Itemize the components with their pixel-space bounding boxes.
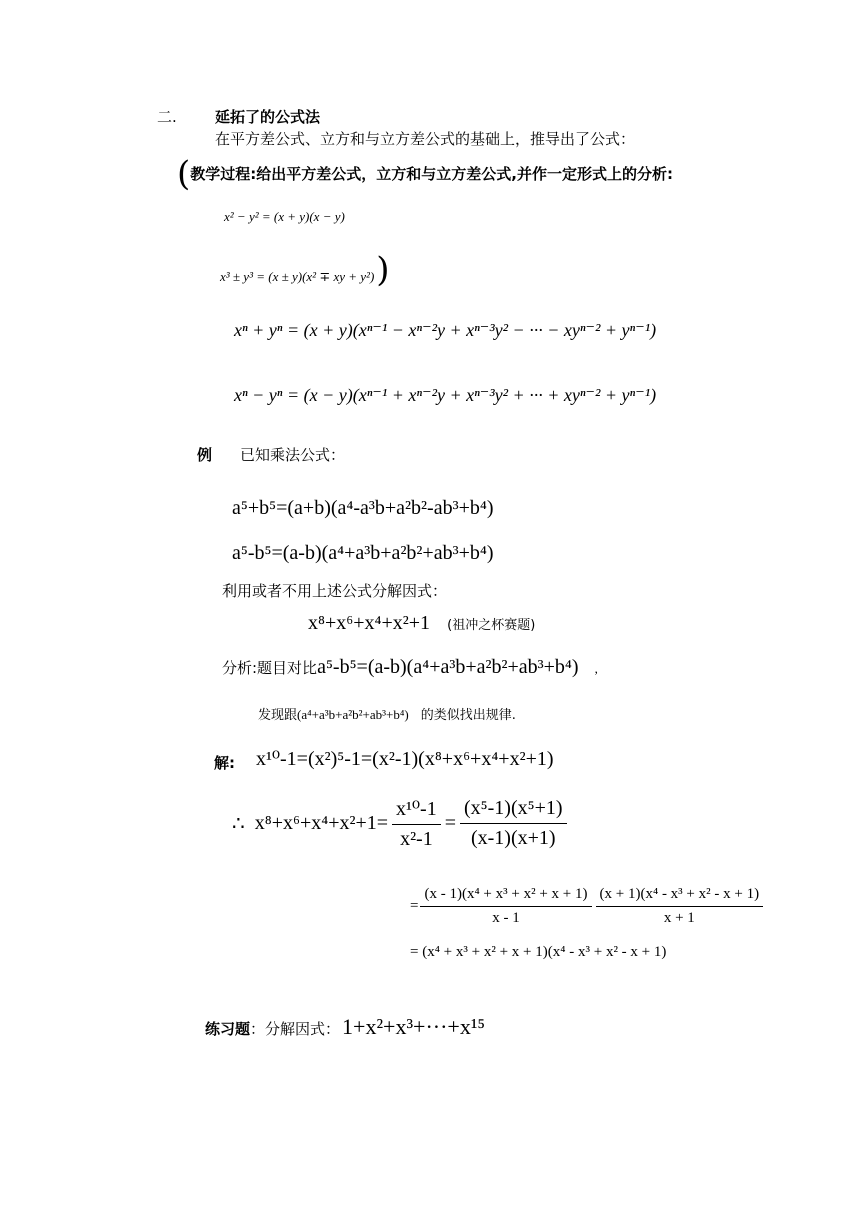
fraction-1-numerator: x¹⁰-1 xyxy=(392,796,441,825)
fraction-3-numerator: (x - 1)(x⁴ + x³ + x² + x + 1) xyxy=(420,886,591,907)
solution-lhs: x⁸+x⁶+x⁴+x²+1= xyxy=(254,812,389,834)
example-formula-1: a⁵+b⁵=(a+b)(a⁴-a³b+a²b²-ab³+b⁴) xyxy=(232,497,494,519)
exercise-text: ：分解因式： xyxy=(250,1020,341,1038)
problem-source: (祖冲之杯赛题) xyxy=(447,618,536,633)
equals-sign-2: = xyxy=(410,898,419,914)
solution-line-3 xyxy=(410,886,767,927)
exercise-label: 练习题 xyxy=(205,1020,251,1038)
section-title: 延拓了的公式法 xyxy=(215,108,321,126)
teaching-note-line xyxy=(177,154,673,194)
example-task: 利用或者不用上述公式分解因式： xyxy=(222,582,448,600)
fraction-4 xyxy=(596,886,764,927)
example-label: 例 xyxy=(197,446,213,464)
open-paren: ( xyxy=(177,154,191,194)
analysis-line xyxy=(222,656,598,679)
finding-expr: (a⁴+a³b+a²b²+ab³+b⁴) xyxy=(297,707,409,722)
analysis-prefix: 分析:题目对比 xyxy=(222,659,318,677)
example-given: 已知乘法公式： xyxy=(240,446,346,464)
exercise-line xyxy=(205,1014,485,1040)
section-intro: 在平方差公式、立方和与立方差公式的基础上，推导出了公式： xyxy=(215,130,636,148)
cube-formula: x³ ± y³ = (x ± y)(x² ∓ xy + y²) xyxy=(220,269,375,284)
problem-expr: x⁸+x⁶+x⁴+x²+1 xyxy=(308,612,431,634)
finding-line xyxy=(258,704,516,723)
power-sum-formula: xⁿ + yⁿ = (x + y)(xⁿ⁻¹ − xⁿ⁻²y + xⁿ⁻³y² − ··· − xyⁿ⁻² + yⁿ⁻¹) xyxy=(234,320,657,340)
finding-suffix: 的类似找出规律. xyxy=(420,708,516,723)
fraction-1-denominator: x²-1 xyxy=(400,828,433,850)
analysis-formula: a⁵-b⁵=(a-b)(a⁴+a³b+a²b²+ab³+b⁴) xyxy=(317,656,579,678)
exercise-expr: 1+x²+x³+···+x¹⁵ xyxy=(342,1014,486,1039)
solution-label: 解: xyxy=(214,754,235,772)
fraction-3 xyxy=(420,886,591,927)
solution-final: = (x⁴ + x³ + x² + x + 1)(x⁴ - x³ + x² - x + 1) xyxy=(410,944,667,960)
section-number: 二. xyxy=(157,108,177,126)
cube-formula-line xyxy=(220,250,390,290)
fraction-2 xyxy=(460,797,567,850)
fraction-3-denominator: x - 1 xyxy=(492,910,520,926)
analysis-comma: , xyxy=(594,661,598,676)
fraction-1 xyxy=(392,796,441,851)
example-formula-2: a⁵-b⁵=(a-b)(a⁴+a³b+a²b²+ab³+b⁴) xyxy=(232,542,494,564)
fraction-2-numerator: (x⁵-1)(x⁵+1) xyxy=(460,797,567,824)
finding-prefix: 发现跟 xyxy=(258,708,298,723)
square-diff-formula: x² − y² = (x + y)(x − y) xyxy=(224,209,345,224)
solution-line-1: x¹⁰-1=(x²)⁵-1=(x²-1)(x⁸+x⁶+x⁴+x²+1) xyxy=(256,748,554,770)
power-diff-formula: xⁿ − yⁿ = (x − y)(xⁿ⁻¹ + xⁿ⁻²y + xⁿ⁻³y² + ··· + xyⁿ⁻² + yⁿ⁻¹) xyxy=(234,385,657,405)
solution-line-2 xyxy=(232,796,571,851)
close-paren: ) xyxy=(376,250,390,290)
fraction-2-denominator: (x-1)(x+1) xyxy=(470,827,556,849)
equals-sign: = xyxy=(444,812,457,834)
fraction-4-denominator: x + 1 xyxy=(663,910,695,926)
problem-line xyxy=(308,612,535,635)
fraction-4-numerator: (x + 1)(x⁴ - x³ + x² - x + 1) xyxy=(596,886,764,907)
teaching-note: 教学过程:给出平方差公式，立方和与立方差公式,并作一定形式上的分析: xyxy=(190,165,673,183)
therefore-symbol: ∴ xyxy=(232,813,245,835)
